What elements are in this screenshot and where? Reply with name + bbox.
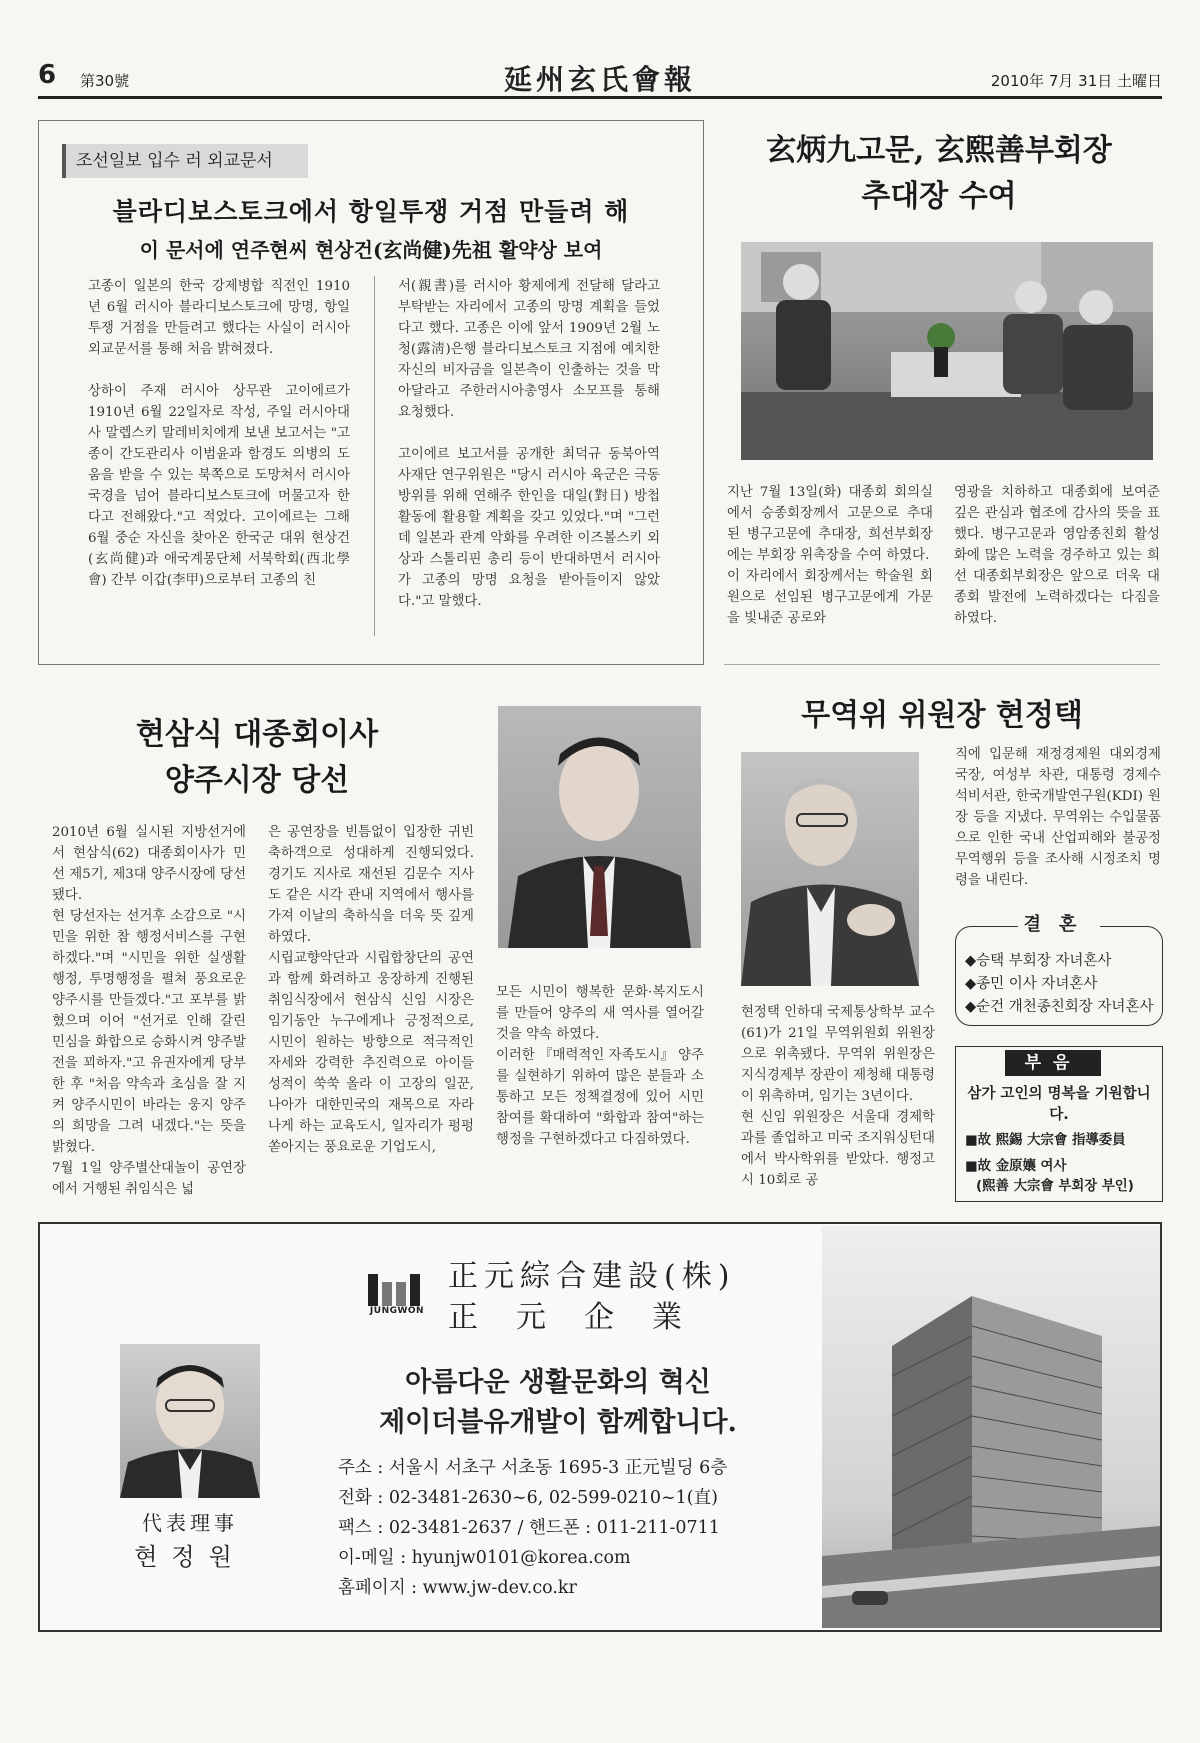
article-column: 은 공연장을 빈틈없이 입장한 귀빈 축하객으로 성대하게 진행되었다. 경기도 지사로 재선된 김문수 지사도 같은 시각 관내 지역에서 행사를 가져 이날의 축하식을 더욱 뜻 깊게 하였다. 시립교향악단과 시립합창단의 공연과 함께 화려하고 웅장하게 진행된 취임식장에서 현삼식 신임 시장은 임기동안 누구에게나 긍정적으로, 시민이 원하는 방향으로 적극적인 자세와 강력한 추진력으로 아이들 성적이 쑥쑥 올라 이 고장의 일꾼, 나아가 대한민국의 재목으로 자라나게 하는 교육도시, 일자리가 펑펑 쏟아지는 풍요로운 기업도시, [268, 825, 474, 1155]
article-column: 고종이 일본의 한국 강제병합 직전인 1910년 6월 러시아 블라디보스토크에 망명, 항일투쟁 거점을 만들려고 했다는 사실이 러시아 외교문서를 통해 처음 밝혀졌다. 상하이 주재 러시아 상무관 고이에르가 1910년 6월 22일자로 작성, 주일 러시아대사 말렙스키 말레비치에게 보낸 보고서는 "고종이 간도관리사 이범윤과 함경도 의병의 도움을 받을 수 있는 북쪽으로 도망쳐서 러시아 국경을 넘어 블라디보스토크에 머물고자 한다고 전해왔다."고 적었다. 고이에르는 그해 6월 중순 자신을 찾아온 한국군 대위 현상건(玄尚健)과 애국계몽단체 서북학회(西北學會) 간부 이갑(李甲)으로부터 고종의 친 [88, 279, 350, 588]
ceo-portrait [120, 1344, 260, 1498]
section-divider [724, 664, 1160, 665]
issue-number: 第30號 [80, 72, 130, 90]
article-subheadline: 이 문서에 연주현씨 현상건(玄尚健)先祖 활약상 보여 [139, 238, 603, 262]
wedding-item: ◆순건 개천종친회장 자녀혼사 [965, 999, 1154, 1015]
paper-name: 延州玄氏會報 [503, 63, 696, 96]
article-column: 모든 시민이 행복한 문화·복지도시를 만들어 양주의 새 역사를 열어갈 것을 약속 하였다. 이러한 『매력적인 자족도시』 양주를 실현하기 위하여 많은 분들과 소통하고 모든 정책결정에 있어 시민 참여를 확대하여 "화합과 참여"하는 행정을 구현하겠다고 다짐하였다. [496, 985, 704, 1147]
portrait-photo [741, 752, 919, 986]
building-image [822, 1226, 1160, 1628]
ad-homepage[interactable]: 홈페이지 : www.jw-dev.co.kr [338, 1578, 577, 1598]
ad-phone: 전화 : 02-3481-2630~6, 02-599-0210~1(直) [338, 1488, 718, 1508]
ad-slogan: 제이더블유개발이 함께합니다. [379, 1407, 737, 1438]
obituary-notice-title: 부음 [1005, 1050, 1101, 1076]
headline-line: 추대장 수여 [861, 179, 1017, 214]
portrait-photo [498, 706, 701, 948]
ceo-name: 현정원 [134, 1543, 246, 1571]
article-headline [724, 128, 1154, 220]
headline-line: 양주시장 당선 [164, 763, 350, 798]
ad-email[interactable]: 이-메일 : hyunjw0101@korea.com [338, 1548, 631, 1568]
masthead [38, 58, 1162, 100]
wedding-title-text: 결혼 [1018, 914, 1101, 935]
article-column: 영광을 치하하고 대종회에 보여준 깊은 관심과 협조에 감사의 뜻을 표했다. 병구고문과 영암종친회 활성화에 많은 노력을 경주하고 있는 희선 대종회부회장은 앞으로 더욱 대종회 발전에 노력하겠다는 다짐을 하였다. [954, 485, 1165, 626]
wedding-item: ◆승택 부회장 자녀혼사 [965, 953, 1112, 969]
ceo-title: 代表理事 [142, 1511, 238, 1535]
article-headline [62, 712, 452, 804]
company-logo-icon [368, 1268, 426, 1326]
building-illustration [822, 1226, 1160, 1628]
meeting-photo-image [741, 242, 1153, 460]
wedding-item: ◆종민 이사 자녀혼사 [965, 976, 1098, 992]
obituary-item: ■故 熙錫 大宗會 指導委員 [965, 1133, 1126, 1148]
article-headline: 블라디보스토크에서 항일투쟁 거점 만들려 해 [112, 197, 630, 226]
article-headline: 무역위 위원장 현정택 [801, 698, 1083, 733]
headline-line: 玄炳九고문, 玄熙善부회장 [766, 133, 1112, 168]
company-logo-text: JUNGWON [369, 1306, 425, 1316]
article-column: 서(親書)를 러시아 황제에게 전달해 달라고 부탁받는 자리에서 고종의 망명 계획을 들었다고 했다. 고종은 이에 앞서 1909년 2월 노청(露淸)은행 블라디보스토크 지점에 예치한 자신의 비자금을 일본측이 인출하는 것을 막아달라고 주한러시아총영사 소모프를 통해 요청했다. 고이에르 보고서를 공개한 최덕규 동북아역사재단 연구위원은 "당시 러시아 육군은 극동 방위를 위해 연해주 한인을 대일(對日) 방첩활동에 활용할 계획을 갖고 있었다."며 "그런데 일본과 관계 악화를 우려한 이즈볼스키 외상과 스톨리핀 총리 등이 반대하면서 러시아가 고종의 망명 요청을 받아들이지 않았다."고 말했다. [398, 279, 660, 609]
ad-slogan: 아름다운 생활문화의 혁신 [405, 1367, 711, 1398]
masthead-rule [38, 96, 1162, 99]
obituary-message: 삼가 고인의 명복을 기원합니다. [967, 1086, 1151, 1123]
obituary-item: (熙善 大宗會 부회장 부인) [976, 1179, 1134, 1194]
subcompany-name: 正元企業 [448, 1300, 720, 1335]
ad-fax: 팩스 : 02-3481-2637 / 핸드폰 : 011-211-0711 [338, 1518, 720, 1538]
page-number: 6 [38, 60, 57, 90]
ceo-portrait-image [120, 1344, 260, 1498]
article-column: 2010년 6월 실시된 지방선거에서 현삼식(62) 대종회이사가 민선 제5기, 제3대 양주시장에 당선 됐다. 현 당선자는 선거후 소감으로 "시민을 위한 참 행정서비스를 구현하겠다."며 "시민을 위한 실생활 행정, 투명행정을 펼쳐 풍요로운 양주시를 만들겠다."고 포부를 밝혔으며 이어 "선거로 인해 갈린 민심을 화합으로 승화시켜 양주발전을 꾀하자."고 유권자에게 당부한 후 "처음 약속과 초심을 잘 지켜 양주시민이 바라는 웅지 양주의 희망을 그려 내겠다."는 뜻을 밝혔다. 7월 1일 양주별산대놀이 공연장에서 거행된 취임식은 넓 [52, 825, 246, 1197]
article-kicker: 조선일보 입수 러 외교문서 [62, 144, 308, 178]
company-name: 正元綜合建設(株) [448, 1259, 736, 1294]
portrait-image [498, 706, 701, 948]
article-column: 지난 7월 13일(화) 대종회 회의실에서 승종회장께서 고문으로 추대된 병구고문에 추대장, 희선부회장에는 부회장 위촉장을 수여 하였다. 이 자리에서 회장께서는 학술원 회원으로 선임된 병구고문에게 가문을 빛내준 공로와 [727, 485, 933, 626]
headline-line: 현삼식 대종회이사 [135, 717, 379, 752]
issue-date: 2010年 7月 31日 土曜日 [990, 72, 1162, 90]
meeting-photo [741, 242, 1153, 460]
article-column: 직에 입문해 재정경제원 대외경제국장, 여성부 차관, 대통령 경제수석비서관, 한국개발연구원(KDI) 원장 등을 지냈다. 무역위는 수입물품으로 인한 국내 산업피해와 불공정 무역행위 등을 조사해 시정조치 명령을 내린다. [955, 747, 1166, 888]
portrait-image [741, 752, 919, 986]
column-divider [374, 276, 375, 636]
obituary-item: ■故 金原孃 여사 [965, 1159, 1067, 1174]
wedding-notice-title [960, 912, 1158, 938]
ad-address: 주소 : 서울시 서초구 서초동 1695-3 正元빌딩 6층 [338, 1458, 728, 1478]
article-column: 현정택 인하대 국제통상학부 교수(61)가 21일 무역위원회 위원장으로 위촉됐다. 무역위 위원장은 지식경제부 장관이 제청해 대통령이 위촉하며, 임기는 3년이다. 현 신임 위원장은 서울대 경제학과를 졸업하고 미국 조지워싱턴대에서 박사학위를 받았다. 행정고시 10회로 공 [741, 1005, 935, 1188]
